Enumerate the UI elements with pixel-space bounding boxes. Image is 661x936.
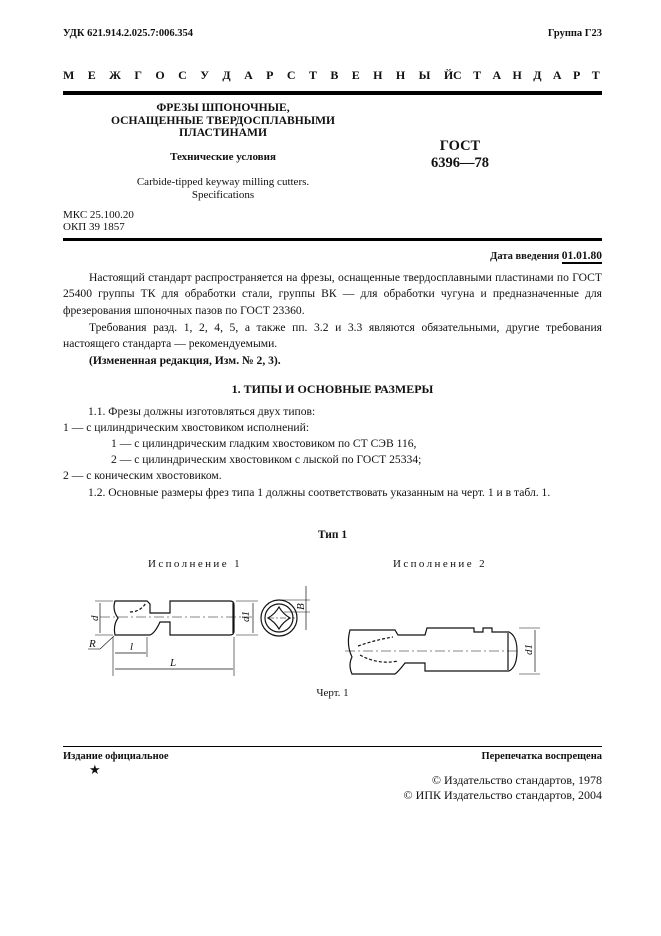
title-line: ПЛАСТИНАМИ xyxy=(179,126,267,139)
english-line: Carbide-tipped keyway milling cutters. xyxy=(136,176,310,188)
english-line: Specifications xyxy=(191,188,255,201)
variant-1-label: Исполнение 1 xyxy=(148,558,243,570)
copyright-1978: © Издательство стандартов, 1978 xyxy=(431,773,602,787)
variant-2-label: Исполнение 2 xyxy=(393,558,488,570)
subtitle: Технические условия xyxy=(170,151,276,163)
gost-label: ГОСТ xyxy=(439,138,481,154)
dim-r-label: R xyxy=(89,638,96,650)
list-item: 1 — с цилиндрическим хвостовиком исполнений: xyxy=(63,421,310,434)
paragraph-scope: Настоящий стандарт распространяется на фрезы, оснащенные твердосплавными пластинами по ГОСТ 25400 группы ТК для обработки стали, группы ВК — для обработки чугуна и предназначенные для фрезерования шпоночных пазов по ГОСТ 23360. xyxy=(63,271,602,317)
intro-date-label: Дата введения xyxy=(490,251,560,262)
official-edition: Издание официальное xyxy=(63,751,169,762)
reprint-prohibited: Перепечатка воспрещена xyxy=(481,751,602,762)
dim-d-label: d xyxy=(89,615,101,621)
dim-d1-label: d1 xyxy=(240,611,252,622)
list-item: 1.2. Основные размеры фрез типа 1 должны соответствовать указанным на черт. 1 и в табл. 1. xyxy=(88,486,551,499)
okp-code: ОКП 39 1857 xyxy=(63,220,125,233)
paragraph-requirements: Требования разд. 1, 2, 4, 5, а также пп. 3.2 и 3.3 являются обязательными, другие требования настоящего стандарта — рекомендуемыми. xyxy=(63,321,602,351)
gost-number: 6396—78 xyxy=(431,155,489,171)
figure-caption: Черт. 1 xyxy=(316,687,349,699)
list-item: 2 — с коническим хвостовиком. xyxy=(63,469,222,482)
cutter-variant-2 xyxy=(345,628,540,674)
copyright-block xyxy=(404,773,602,803)
dim-l-label: l xyxy=(130,641,134,653)
list-item: 1 — с цилиндрическим гладким хвостовиком по СТ СЭВ 116, xyxy=(111,437,417,450)
mks-code: МКС 25.100.20 xyxy=(63,209,134,221)
intro-date-value: 01.01.80 xyxy=(561,250,602,262)
dim-big-l-label: L xyxy=(170,657,177,669)
list-item: 2 — с цилиндрическим хвостовиком с лыской по ГОСТ 25334; xyxy=(111,453,422,466)
cutter-variant-1 xyxy=(88,586,310,676)
title-line: ОСНАЩЕННЫЕ ТВЕРДОСПЛАВНЫМИ xyxy=(110,113,336,127)
list-item: 1.1. Фрезы должны изготовляться двух типов: xyxy=(88,405,316,418)
copyright-2004: © ИПК Издательство стандартов, 2004 xyxy=(403,788,602,802)
section-title: 1. ТИПЫ И ОСНОВНЫЕ РАЗМЕРЫ xyxy=(231,382,434,396)
dim-d1-label-variant-2: d1 xyxy=(523,644,535,655)
figure-type-label: Тип 1 xyxy=(317,529,348,541)
banner-standard: С Т А Н Д А Р Т xyxy=(453,68,604,82)
udk-code: УДК 621.914.2.025.7:006.354 xyxy=(63,28,193,39)
dim-b-label: B xyxy=(295,603,307,610)
title-line: ФРЕЗЫ ШПОНОЧНЫЕ, xyxy=(156,101,290,114)
star-icon: ★ xyxy=(89,762,101,777)
banner-interstate: М Е Ж Г О С У Д А Р С Т В Е Н Н Ы Й xyxy=(63,68,458,82)
group-code: Группа Г23 xyxy=(547,28,602,39)
footer-rule xyxy=(63,746,602,747)
paragraph-revision: (Измененная редакция, Изм. № 2, 3). xyxy=(89,354,281,367)
